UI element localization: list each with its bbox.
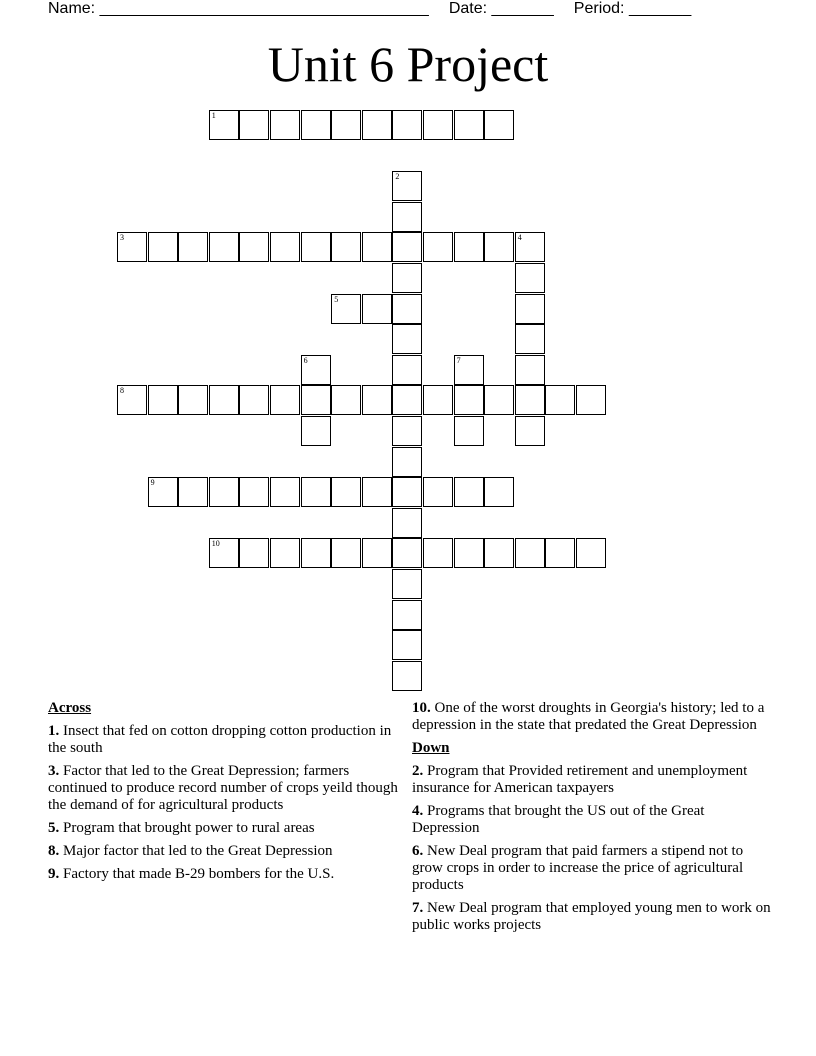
crossword-cell[interactable]: [392, 508, 422, 538]
clues-right-column: [412, 700, 772, 940]
crossword-cell[interactable]: [423, 385, 453, 415]
name-field[interactable]: Name: _____________________________________: [48, 0, 429, 17]
crossword-cell[interactable]: [301, 110, 331, 140]
crossword-cell[interactable]: [301, 355, 331, 385]
crossword-cell[interactable]: [148, 232, 178, 262]
crossword-cell[interactable]: [362, 232, 392, 262]
crossword-cell[interactable]: [392, 263, 422, 293]
clue-number: 10.: [412, 700, 431, 716]
clue-number: 3.: [48, 763, 60, 779]
crossword-cell[interactable]: [576, 538, 606, 568]
crossword-cell[interactable]: [392, 324, 422, 354]
crossword-cell[interactable]: [454, 385, 484, 415]
student-info-header: [48, 0, 691, 18]
crossword-cell[interactable]: [515, 385, 545, 415]
crossword-cell[interactable]: [454, 232, 484, 262]
clue-text: Programs that brought the US out of the Great Depression: [412, 803, 705, 836]
clues-left-column: [48, 700, 398, 889]
crossword-cell[interactable]: [270, 385, 300, 415]
crossword-cell[interactable]: [454, 477, 484, 507]
clue-text: Program that Provided retirement and unemployment insurance for American taxpayers: [412, 763, 748, 796]
crossword-cell[interactable]: [392, 355, 422, 385]
clue-text: Insect that fed on cotton dropping cotton production in the south: [48, 723, 392, 756]
clue-number-label: 9: [150, 478, 155, 488]
crossword-cell[interactable]: [392, 630, 422, 660]
clue-number-label: 6: [303, 355, 308, 365]
crossword-cell[interactable]: [239, 477, 269, 507]
crossword-cell[interactable]: [423, 538, 453, 568]
crossword-cell[interactable]: [301, 232, 331, 262]
crossword-cell[interactable]: [515, 355, 545, 385]
crossword-cell[interactable]: [270, 477, 300, 507]
clue-number-label: 2: [395, 172, 400, 182]
clue-number-label: 7: [456, 355, 461, 365]
crossword-cell[interactable]: [392, 294, 422, 324]
crossword-cell[interactable]: [484, 538, 514, 568]
crossword-cell[interactable]: [178, 232, 208, 262]
clue-number: 2.: [412, 763, 424, 779]
clue-down-4: [412, 803, 772, 837]
crossword-cell[interactable]: [392, 447, 422, 477]
crossword-cell[interactable]: [362, 538, 392, 568]
crossword-cell[interactable]: [392, 385, 422, 415]
crossword-cell[interactable]: [392, 110, 422, 140]
crossword-cell[interactable]: [239, 538, 269, 568]
clue-across-1: [48, 723, 398, 757]
crossword-cell[interactable]: [484, 232, 514, 262]
clue-number-label: 10: [211, 539, 220, 549]
crossword-cell[interactable]: [576, 385, 606, 415]
clue-text: Factor that led to the Great Depression; farmers continued to produce record number of crops yeild though the demand of for agricultural products: [48, 763, 398, 813]
crossword-cell[interactable]: [117, 232, 147, 262]
crossword-cell[interactable]: [270, 110, 300, 140]
crossword-cell[interactable]: [454, 110, 484, 140]
clue-number-label: 4: [517, 233, 522, 243]
crossword-cell[interactable]: [392, 477, 422, 507]
crossword-cell[interactable]: [484, 110, 514, 140]
crossword-cell[interactable]: [239, 232, 269, 262]
crossword-cell[interactable]: [515, 324, 545, 354]
crossword-cell[interactable]: [301, 385, 331, 415]
clue-across-8: [48, 843, 398, 860]
crossword-cell[interactable]: [209, 385, 239, 415]
clue-across-10: [412, 700, 772, 734]
crossword-cell[interactable]: [515, 232, 545, 262]
clue-number: 9.: [48, 866, 60, 882]
crossword-cell[interactable]: [423, 110, 453, 140]
crossword-cell[interactable]: [515, 294, 545, 324]
clue-number: 8.: [48, 843, 60, 859]
crossword-cell[interactable]: [148, 477, 178, 507]
clue-down-2: [412, 763, 772, 797]
clue-number: 1.: [48, 723, 60, 739]
clue-number-label: 3: [120, 233, 124, 243]
crossword-cell[interactable]: [545, 538, 575, 568]
clue-down-7: [412, 900, 772, 934]
crossword-cell[interactable]: [454, 538, 484, 568]
crossword-cell[interactable]: [178, 477, 208, 507]
clue-text: One of the worst droughts in Georgia's history; led to a depression in the state that predated the Great Depression: [412, 700, 765, 733]
clue-number-label: 1: [211, 111, 216, 120]
across-heading: Across: [48, 700, 92, 716]
crossword-cell[interactable]: [331, 538, 361, 568]
crossword-cell[interactable]: [484, 477, 514, 507]
crossword-cell[interactable]: [209, 110, 239, 140]
clue-across-3: [48, 763, 398, 814]
clue-number-label: 5: [334, 294, 339, 304]
crossword-cell[interactable]: [239, 385, 269, 415]
crossword-cell[interactable]: [423, 232, 453, 262]
crossword-cell[interactable]: [423, 477, 453, 507]
crossword-cell[interactable]: [301, 477, 331, 507]
clue-text: New Deal program that employed young men to work on public works projects: [412, 900, 771, 933]
crossword-cell[interactable]: [392, 538, 422, 568]
clue-number: 6.: [412, 843, 424, 859]
crossword-cell[interactable]: [209, 232, 239, 262]
clue-text: Major factor that led to the Great Depression: [63, 843, 333, 859]
crossword-cell[interactable]: [209, 538, 239, 568]
page-title: Unit 6 Project: [267, 36, 549, 92]
crossword-cell[interactable]: [270, 232, 300, 262]
crossword-cell[interactable]: [392, 416, 422, 446]
crossword-cell[interactable]: [117, 385, 147, 415]
crossword-cell[interactable]: [454, 416, 484, 446]
clue-across-5: [48, 820, 398, 837]
crossword-cell[interactable]: [362, 477, 392, 507]
crossword-cell[interactable]: [362, 294, 392, 324]
period-field[interactable]: Period: _______: [573, 0, 692, 17]
crossword-cell[interactable]: [392, 232, 422, 262]
crossword-cell[interactable]: [270, 538, 300, 568]
crossword-cell[interactable]: [515, 538, 545, 568]
clue-number: 7.: [412, 900, 424, 916]
down-heading: Down: [412, 740, 450, 756]
crossword-cell[interactable]: [148, 385, 178, 415]
crossword-cell[interactable]: [301, 538, 331, 568]
crossword-cell[interactable]: [331, 385, 361, 415]
clue-down-6: [412, 843, 772, 894]
clue-text: Program that brought power to rural areas: [63, 820, 315, 836]
crossword-cell[interactable]: [545, 385, 575, 415]
clue-number-label: 8: [120, 386, 124, 396]
crossword-cell[interactable]: [331, 294, 361, 324]
crossword-cell[interactable]: [301, 416, 331, 446]
date-field[interactable]: Date: _______: [448, 0, 554, 17]
clue-text: Factory that made B-29 bombers for the U.S.: [63, 866, 335, 882]
crossword-cell[interactable]: [362, 110, 392, 140]
crossword-cell[interactable]: [515, 416, 545, 446]
crossword-cell[interactable]: [331, 477, 361, 507]
clue-text: New Deal program that paid farmers a stipend not to grow crops in order to increase the price of agricultural products: [412, 843, 744, 893]
crossword-cell[interactable]: [239, 110, 269, 140]
crossword-cell[interactable]: [331, 232, 361, 262]
crossword-cell[interactable]: [392, 202, 422, 232]
crossword-cell[interactable]: [392, 569, 422, 599]
crossword-cell[interactable]: [454, 355, 484, 385]
crossword-cell[interactable]: [209, 477, 239, 507]
crossword-cell[interactable]: [362, 385, 392, 415]
crossword-cell[interactable]: [392, 171, 422, 201]
crossword-cell[interactable]: [515, 263, 545, 293]
clue-across-9: [48, 866, 398, 883]
clue-number: 4.: [412, 803, 424, 819]
crossword-cell[interactable]: [331, 110, 361, 140]
crossword-cell[interactable]: [392, 600, 422, 630]
crossword-cell[interactable]: [178, 385, 208, 415]
crossword-cell[interactable]: [484, 385, 514, 415]
crossword-cell[interactable]: [392, 661, 422, 691]
clue-number: 5.: [48, 820, 60, 836]
